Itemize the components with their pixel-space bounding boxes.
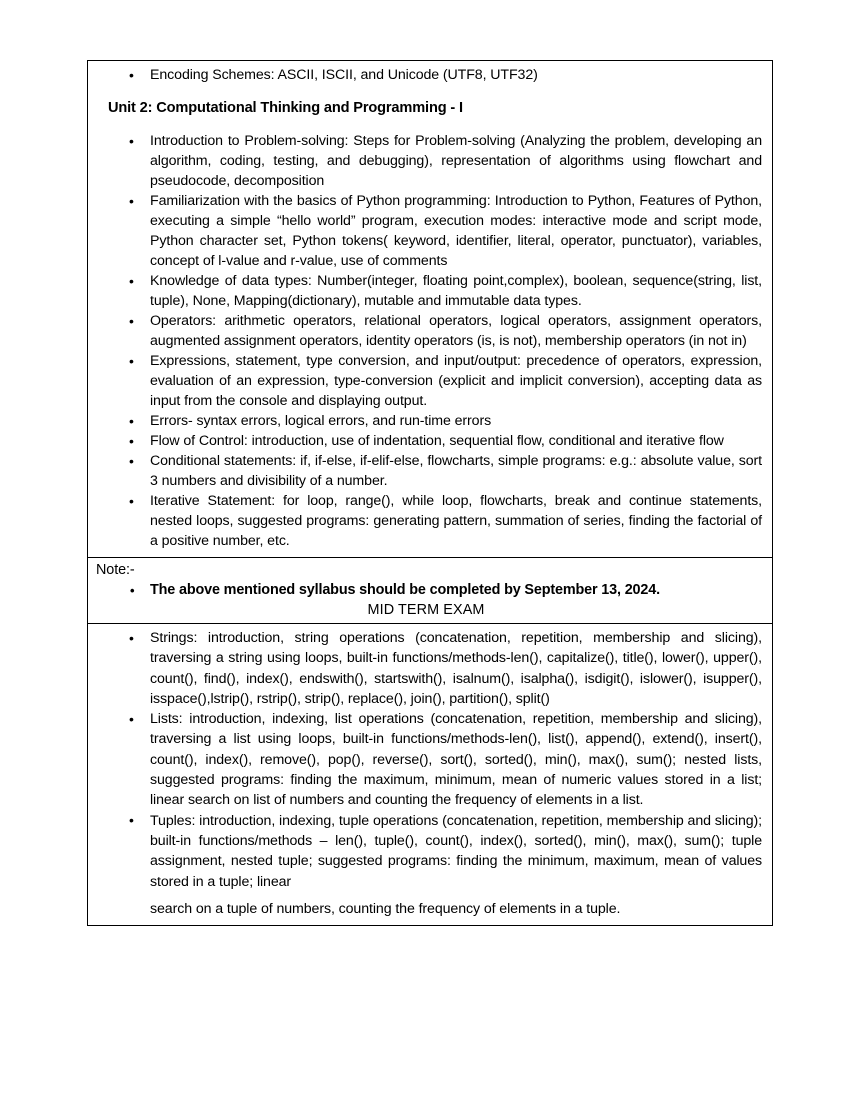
tuples-bullet-tail: search on a tuple of numbers, counting the frequency of elements in a tuple. [150,900,621,917]
unit-2-heading: Unit 2: Computational Thinking and Programming - I [108,100,463,116]
post-midterm-cell [88,624,773,926]
unit2-cell [88,61,773,558]
list-item: • The above mentioned syllabus should be completed by September 13, 2024. [96,580,762,601]
list-item: • Introduction to Problem-solving: Steps for Problem-solving (Analyzing the problem, developing an algorithm, coding, testing, and debugging), representation of algorithms using flowchart and pseudocode, decomposition [96,131,762,191]
tuples-bullet-main: Tuples: introduction, indexing, tuple operations (concatenation, repetition, membership and slicing); built-in functions/methods – len(), tuple(), count(), index(), sorted(), min(), max(), sum(); tuple assignment, nested tuple; suggested programs: finding the minimum, maximum, mean of values stored in a tuple; linear [150,812,762,890]
mid-term-exam-marker: MID TERM EXAM [367,602,485,618]
list-item: • Operators: arithmetic operators, relational operators, logical operators, assignment operators, augmented assignment operators, identity operators (is, is not), membership operators (in not in) [96,311,762,351]
list-item: • Lists: introduction, indexing, list operations (concatenation, repetition, membership and slicing), traversing a list using loops, built-in functions/methods-len(), list(), append(), extend(), insert(), count(), index(), remove(), pop(), reverse(), sort(), sorted(), min(), max(), sum(); nested lists, suggested programs: finding the maximum, minimum, mean of numeric values stored in a list; linear search on list of numbers and counting the frequency of elements in a list. [96,709,762,810]
list-item: • Knowledge of data types: Number(integer, floating point,complex), boolean, sequence(string, list, tuple), None, Mapping(dictionary), mutable and immutable data types. [96,271,762,311]
list-item: • Errors- syntax errors, logical errors, and run-time errors [96,411,762,431]
list-item [96,811,762,919]
table-row-unit2 [88,61,773,558]
list-item: • Conditional statements: if, if-else, if-elif-else, flowcharts, simple programs: e.g.: absolute value, sort 3 numbers and divisibility of a number. [96,451,762,491]
list-item: • Flow of Control: introduction, use of indentation, sequential flow, conditional and iterative flow [96,431,762,451]
table-row-note [88,558,773,624]
post-midterm-bullet-list [96,628,762,919]
list-item: • Iterative Statement: for loop, range(), while loop, flowcharts, break and continue statements, nested loops, suggested programs: generating pattern, summation of series, finding the factorial of a positive number, etc. [96,491,762,551]
unit2-bullet-list [96,131,762,551]
list-item: • Familiarization with the basics of Python programming: Introduction to Python, Features of Python, executing a simple “hello world” program, execution modes: interactive mode and script mode, Python character set, Python tokens( keyword, identifier, literal, operator, punctuator), variables, concept of l-value and r-value, use of comments [96,191,762,271]
list-item: • Strings: introduction, string operations (concatenation, repetition, membership and slicing), traversing a string using loops, built-in functions/methods-len(), capitalize(), title(), lower(), upper(), count(), find(), index(), endswith(), startswith(), isalnum(), isalpha(), isdigit(), islower(), isupper(), isspace(),lstrip(), rstrip(), strip(), replace(), join(), partition(), split() [96,628,762,709]
list-item: • Expressions, statement, type conversion, and input/output: precedence of operators, expression, evaluation of an expression, type-conversion (explicit and implicit conversion), accepting data as input from the console and displaying output. [96,351,762,411]
syllabus-table [87,60,773,926]
note-label: Note:- [96,562,135,578]
note-bullet-list [96,580,762,601]
list-item: • Encoding Schemes: ASCII, ISCII, and Unicode (UTF8, UTF32) [96,65,762,85]
table-row-post-midterm [88,624,773,926]
encoding-bullet-list [96,65,762,85]
note-cell [88,558,773,624]
